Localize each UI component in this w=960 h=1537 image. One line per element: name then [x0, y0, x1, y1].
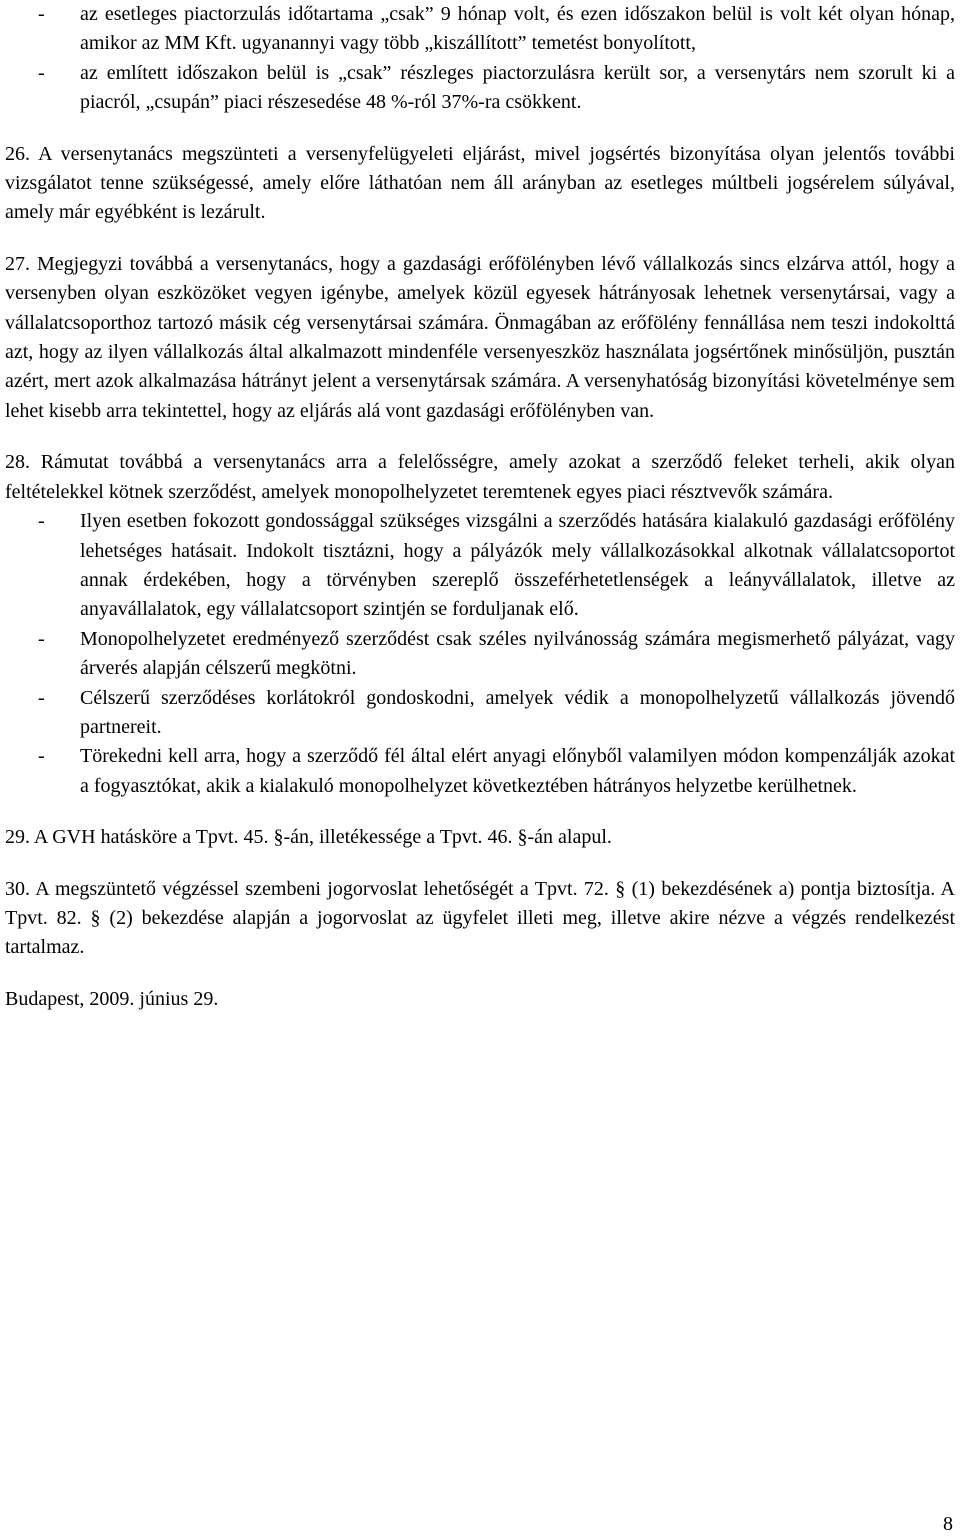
list-item: [5, 0, 955, 59]
continuation-list: [5, 0, 955, 118]
paragraph-28: 28. Rámutat továbbá a versenytanács arra a felelősségre, amely azokat a szerződő feleket terheli, akik olyan feltételekkel kötnek szerződést, amelyek monopolhelyzetet teremtenek egyes piaci résztvevők számára.: [5, 451, 955, 503]
paragraph-29: 29. A GVH hatásköre a Tpvt. 45. §-án, illetékessége a Tpvt. 46. §-án alapul.: [5, 826, 612, 849]
list-item-text: Ilyen esetben fokozott gondossággal szükséges vizsgálni a szerződés hatására kialakuló gazdasági erőfölény lehetséges hatásait. Indokolt tisztázni, hogy a pályázók mely vállalkozásokkal alkotnak vállalatcsoportot annak érdekében, hogy a törvényben szereplő összeférhetetlenségek a leányvállalatok, illetve az anyavállalatok, egy vállalatcsoport szintjén se forduljanak elő.: [80, 510, 955, 621]
list-item: [5, 625, 955, 684]
list-item-text: Célszerű szerződéses korlátokról gondoskodni, amelyek védik a monopolhelyzetű vállalkozás jövendő partnereit.: [80, 686, 955, 738]
place-date: Budapest, 2009. június 29.: [5, 987, 219, 1010]
list-item-text: az esetleges piactorzulás időtartama „csak” 9 hónap volt, és ezen időszakon belül is volt két olyan hónap, amikor az MM Kft. ugyanannyi vagy több „kiszállított” temetést bonyolított,: [80, 3, 955, 55]
list-item: [5, 684, 955, 743]
list-item: [5, 59, 955, 118]
paragraph-27: 27. Megjegyzi továbbá a versenytanács, hogy a gazdasági erőfölényben lévő vállalkozás sincs elzárva attól, hogy a versenyben olyan eszközöket vegyen igénybe, amelyek közül egyesek hátrányosak lehetnek versenytársai, vagy a vállalatcsoporthoz tartozó másik cég versenytársai számára. Önmagában az erőfölény fennállása nem teszi indokolttá azt, hogy az ilyen vállalkozás által alkalmazott mindenféle versenyeszköz használata jogsértőnek minősüljön, pusztán azért, mert azok alkalmazása hátrányt jelent a versenytársak számára. A versenyhatóság bizonyítási követelménye sem lehet kisebb arra tekintettel, hogy az eljárás alá vont gazdasági erőfölényben van.: [5, 252, 955, 422]
list-item-text: Monopolhelyzetet eredményező szerződést csak széles nyilvánosság számára megismerhető pályázat, vagy árverés alapján célszerű megkötni.: [80, 627, 955, 680]
list-item-text: az említett időszakon belül is „csak” részleges piactorzulásra került sor, a versenytárs nem szorult ki a piacról, „csupán” piaci részesedése 48 %-ról 37%-ra csökkent.: [80, 61, 955, 114]
paragraph-30: 30. A megszüntető végzéssel szembeni jogorvoslat lehetőségét a Tpvt. 72. § (1) bekezdésének a) pontja biztosítja. A Tpvt. 82. § (2) bekezdése alapján a jogorvoslat az ügyfelet illeti meg, illetve akire nézve a végzés rendelkezést tartalmaz.: [5, 877, 955, 959]
list-item: [5, 507, 955, 625]
list-item: [5, 742, 955, 801]
document-page: [5, 0, 955, 1014]
page-number: 8: [943, 1513, 953, 1535]
paragraph-28-list: [5, 507, 955, 801]
list-item-text: Törekedni kell arra, hogy a szerződő fél által elért anyagi előnyből valamilyen módon kompenzálják azokat a fogyasztókat, akik a kialakuló monopolhelyzet következtében hátrányos helyzetbe kerülhetnek.: [80, 745, 955, 797]
paragraph-26: 26. A versenytanács megszünteti a versenyfelügyeleti eljárást, mivel jogsértés bizonyítása olyan jelentős további vizsgálatot tenne szükségessé, amely előre láthatóan nem áll arányban az esetleges múltbeli jogsérelem súlyával, amely már egyébként is lezárult.: [5, 142, 955, 224]
